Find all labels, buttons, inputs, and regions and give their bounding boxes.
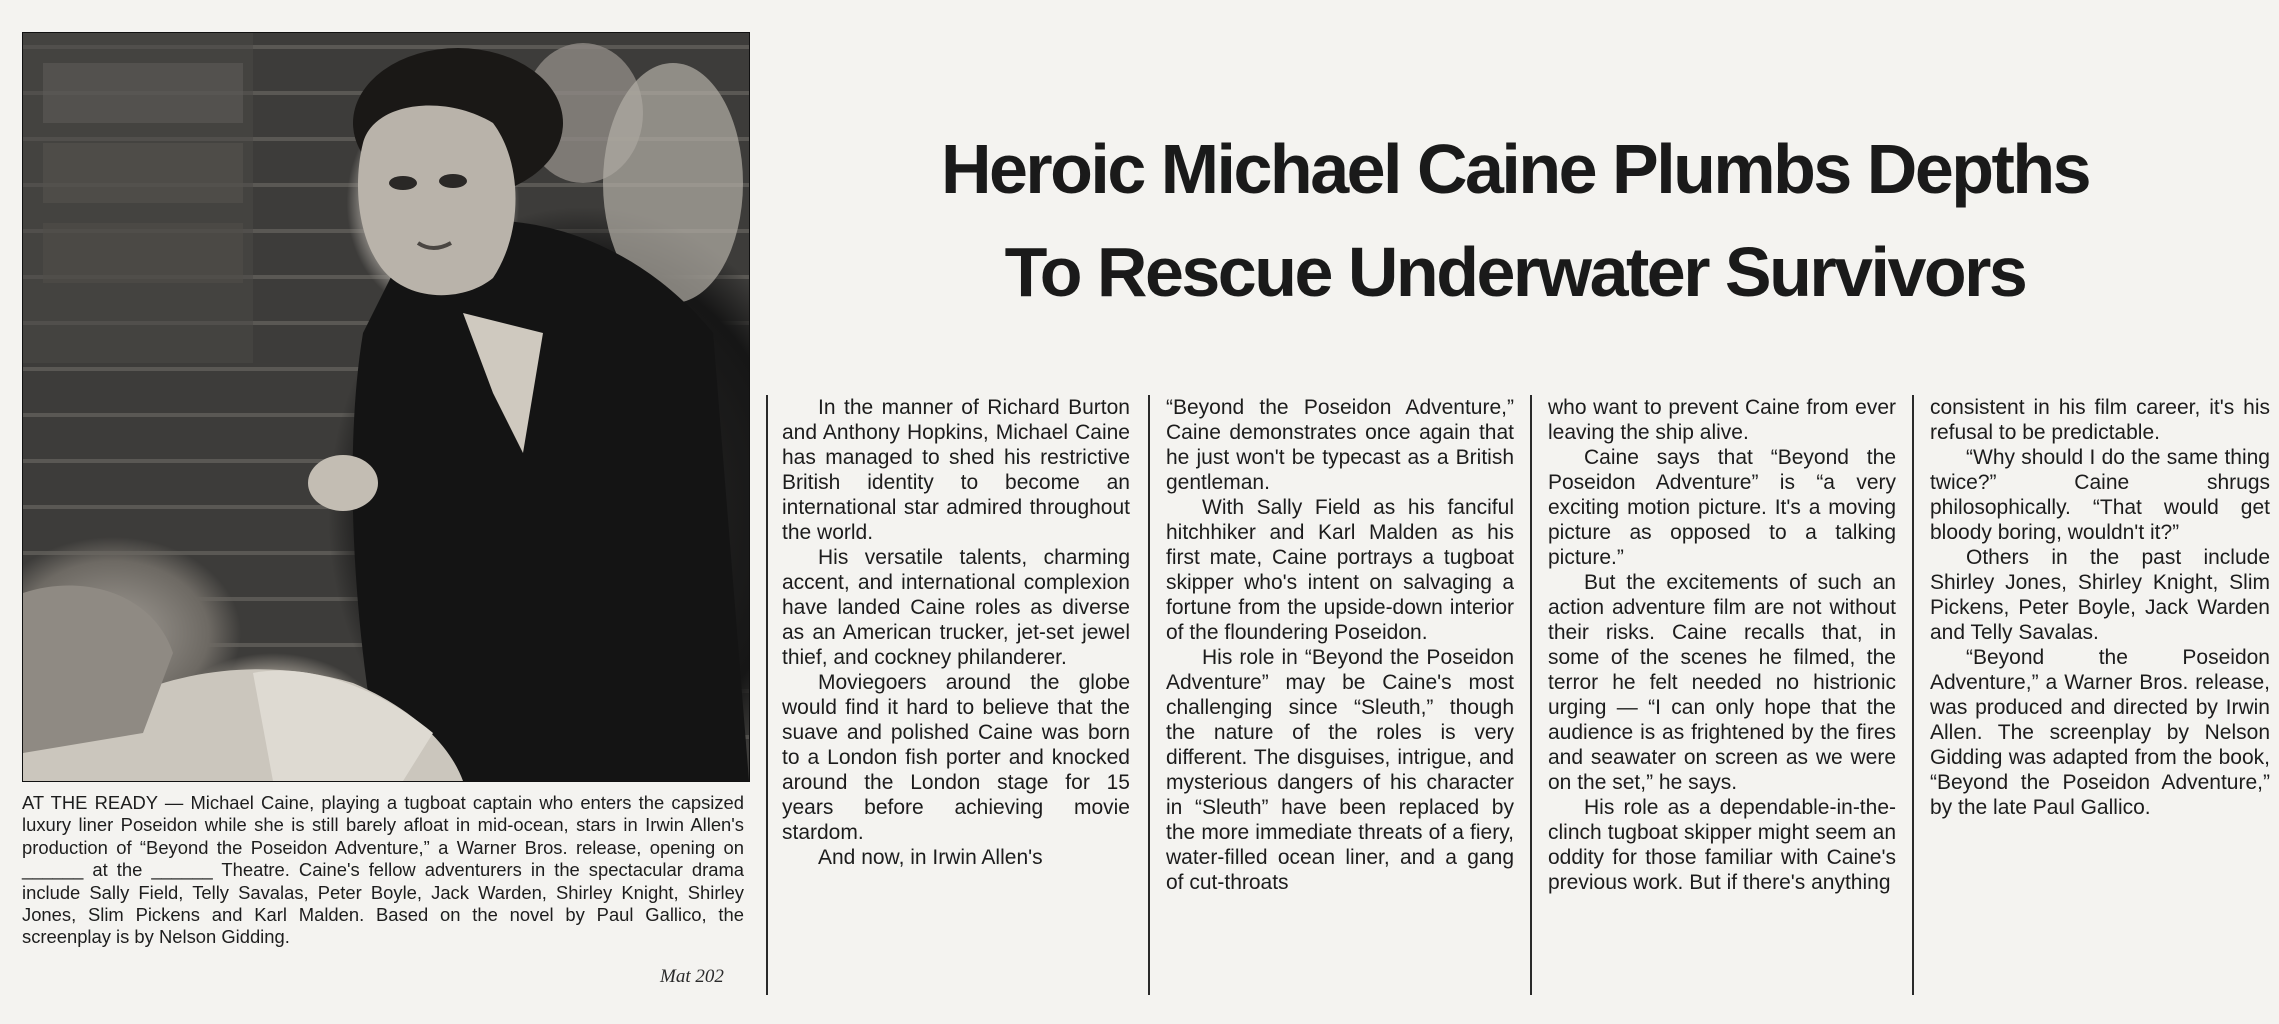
photo-caption: [22, 792, 744, 949]
photo-illustration: [23, 33, 749, 781]
photo-michael-caine: [22, 32, 750, 782]
paragraph: “Beyond the Poseidon Adventure,” a Warner Bros. release, was produced and directed by Irwin Allen. The screenplay by Nelson Gidding was adapted from the book, “Beyond the Poseidon Adventure,” by the late Paul Gallico.: [1930, 646, 2270, 819]
paragraph: His versatile talents, charming accent, and international complexion have landed Caine roles as diverse as an American trucker, jet-set jewel thief, and cockney philanderer.: [782, 546, 1130, 669]
paragraph: Moviegoers around the globe would find it hard to believe that the suave and polished Caine was born to a London fish porter and knocked around the London stage for 15 years before achieving movie stardom.: [782, 671, 1130, 844]
paragraph: who want to prevent Caine from ever leaving the ship alive.: [1548, 396, 1896, 444]
paragraph: Caine says that “Beyond the Poseidon Adventure” is “a very exciting motion picture. It's a moving picture as opposed to a talking picture.”: [1548, 446, 1896, 569]
paragraph: Others in the past include Shirley Jones, Shirley Knight, Slim Pickens, Peter Boyle, Jack Warden and Telly Savalas.: [1930, 546, 2270, 644]
mat-number: Mat 202: [660, 966, 724, 987]
paragraph: But the excitements of such an action adventure film are not without their risks. Caine recalls that, in some of the scenes he filmed, the terror he felt needed no histrionic urging — “I can only hope that the audience is as frightened by the fires and seawater on screen as we were on the set,” he says.: [1548, 571, 1896, 794]
column-rule: [1912, 395, 1914, 995]
paragraph: His role as a dependable-in-the-clinch tugboat skipper might seem an oddity for those familiar with Caine's previous work. But if there's anything: [1548, 796, 1896, 894]
article-column-4: [1930, 395, 2270, 1003]
column-rule: [766, 395, 768, 995]
caption-text: AT THE READY — Michael Caine, playing a tugboat captain who enters the capsized luxury liner Poseidon while she is still barely afloat in mid-ocean, stars in Irwin Allen's production of “Beyond the Poseidon Adventure,” a Warner Bros. release, opening on ______ at the ______ Theatre. Caine's fellow adventurers in the spectacular drama include Sally Field, Telly Savalas, Peter Boyle, Jack Warden, Shirley Knight, Shirley Jones, Slim Pickens and Karl Malden. Based on the novel by Paul Gallico, the screenplay is by Nelson Gidding.: [22, 792, 744, 948]
column-rule: [1148, 395, 1150, 995]
column-rule: [1530, 395, 1532, 995]
paragraph: consistent in his film career, it's his refusal to be predictable.: [1930, 396, 2270, 444]
paragraph: “Beyond the Poseidon Adventure,” Caine demonstrates once again that he just won't be typecast as a British gentleman.: [1166, 396, 1514, 494]
headline-line-2: To Rescue Underwater Survivors: [1004, 233, 2026, 311]
headline-line-1: Heroic Michael Caine Plumbs Depths: [940, 130, 2090, 208]
paragraph: With Sally Field as his fanciful hitchhiker and Karl Malden as his first mate, Caine portrays a tugboat skipper who's intent on salvaging a fortune from the upside-down interior of the floundering Poseidon.: [1166, 496, 1514, 644]
article-column-3: [1548, 395, 1896, 1003]
paragraph: In the manner of Richard Burton and Anthony Hopkins, Michael Caine has managed to shed his restrictive British identity to become an international star admired throughout the world.: [782, 396, 1130, 544]
headline: [800, 118, 2230, 324]
paragraph: His role in “Beyond the Poseidon Adventure” may be Caine's most challenging since “Sleuth,” though the nature of the roles is very different. The disguises, intrigue, and mysterious dangers of his character in “Sleuth” have been replaced by the more immediate threats of a fiery, water-filled ocean liner, and a gang of cut-throats: [1166, 646, 1514, 894]
paragraph: And now, in Irwin Allen's: [818, 846, 1043, 869]
article-column-1: [782, 395, 1130, 1003]
article-column-2: [1166, 395, 1514, 1003]
paragraph: “Why should I do the same thing twice?” Caine shrugs philosophically. “That would get bloody boring, wouldn't it?”: [1930, 446, 2270, 544]
